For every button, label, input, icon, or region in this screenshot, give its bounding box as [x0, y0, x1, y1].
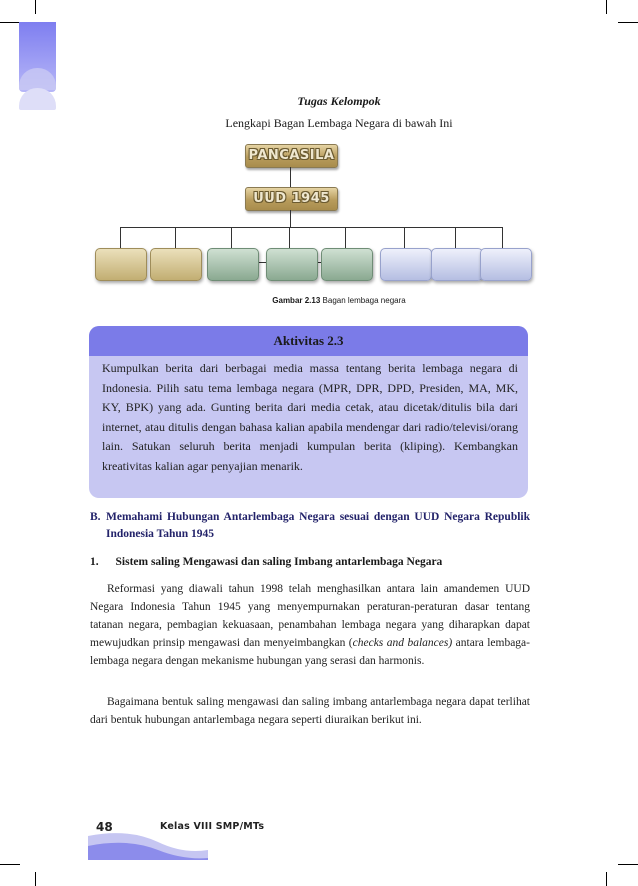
chart-connector	[290, 167, 291, 188]
section-number: B.	[90, 511, 101, 523]
crop-mark	[0, 864, 20, 865]
caption-text: Bagan lembaga negara	[322, 296, 406, 305]
crop-mark	[606, 0, 607, 14]
subsection-title: Sistem saling Mengawasi dan saling Imbang antarlembaga Negara	[115, 556, 443, 568]
task-instruction: Lengkapi Bagan Lembaga Negara di bawah Ini	[225, 116, 453, 130]
chart-connector	[345, 227, 346, 248]
chart-node-second: UUD 1945	[245, 187, 338, 211]
chart-node-root: PANCASILA	[245, 144, 338, 168]
chart-empty-box[interactable]	[266, 248, 318, 281]
chart-empty-box[interactable]	[321, 248, 373, 281]
subsection-1-heading	[90, 556, 530, 568]
activity-title: Aktivitas 2.3	[89, 326, 528, 356]
chart-empty-box[interactable]	[150, 248, 202, 281]
section-b-heading	[90, 509, 530, 543]
paragraph-2: Bagaimana bentuk saling mengawasi dan saling imbang antarlembaga negara dapat terlihat dari bentuk hubungan antarlembaga negara seperti diuraikan berikut ini.	[90, 696, 530, 726]
chart-empty-box[interactable]	[380, 248, 432, 281]
crop-mark	[618, 864, 638, 865]
chart-connector	[290, 210, 291, 228]
paragraph-1-text-a: Reformasi yang diawali tahun 1998 telah menghasilkan antara lain amandemen UUD Negara Indonesia Tahun 1945 yang menyempurnakan peraturan-peraturan dasar tentang tatanan negara, pembagian kekuasaan, penambahan lembaga negara yang diharapkan dapat mewujudkan prinsip mengawasi dan menyeimbangkan (	[90, 583, 530, 649]
crop-mark	[618, 22, 638, 23]
caption-label: Gambar 2.13	[272, 296, 321, 305]
crop-mark	[35, 872, 36, 886]
paragraph-1	[90, 580, 530, 670]
chart-connector	[502, 227, 503, 248]
page-number: 48	[96, 820, 113, 834]
paragraph-1-italic: checks and balances)	[352, 637, 453, 649]
chart-empty-box[interactable]	[207, 248, 259, 281]
chart-empty-box[interactable]	[431, 248, 483, 281]
chart-connector	[231, 227, 232, 248]
chart-connector	[404, 227, 405, 248]
crop-mark	[0, 22, 20, 23]
chart-connector	[120, 227, 502, 228]
activity-body: Kumpulkan berita dari berbagai media massa tentang berita lembaga negara di Indonesia. Pilih satu tema lembaga negara (MPR, DPR, DPD, Presiden, MA, MK, KY, BPK) yang ada. Gunting berita dari media cetak, atau dicetak/ditulis bila dari internet, atau ditulis dengan bahasa kalian apabila mendengar dari radio/televisi/orang lain. Satukan seluruh berita menjadi kumpulan berita (kliping). Kembangkan kreativitas kalian agar penyajian menarik.	[102, 361, 518, 473]
paragraph-1-text-b: antara lembaga-lembaga negara dengan mekanisme hubungan yang serasi dan harmonis.	[90, 637, 530, 667]
chart-connector	[175, 227, 176, 248]
chart-connector	[455, 227, 456, 248]
chart-connector	[258, 262, 266, 263]
section-title: Memahami Hubungan Antarlembaga Negara sesuai dengan UUD Negara Republik Indonesia Tahun 1945	[106, 511, 530, 540]
chart-empty-box[interactable]	[480, 248, 532, 281]
figure-caption	[0, 296, 638, 305]
chart-empty-box[interactable]	[95, 248, 147, 281]
chart-connector	[289, 227, 290, 248]
crop-mark	[35, 0, 36, 14]
task-title: Tugas Kelompok	[297, 94, 381, 108]
subsection-number: 1.	[90, 556, 99, 568]
chart-connector	[120, 227, 121, 248]
crop-mark	[606, 872, 607, 886]
footer-book-title: Kelas VIII SMP/MTs	[160, 821, 265, 832]
